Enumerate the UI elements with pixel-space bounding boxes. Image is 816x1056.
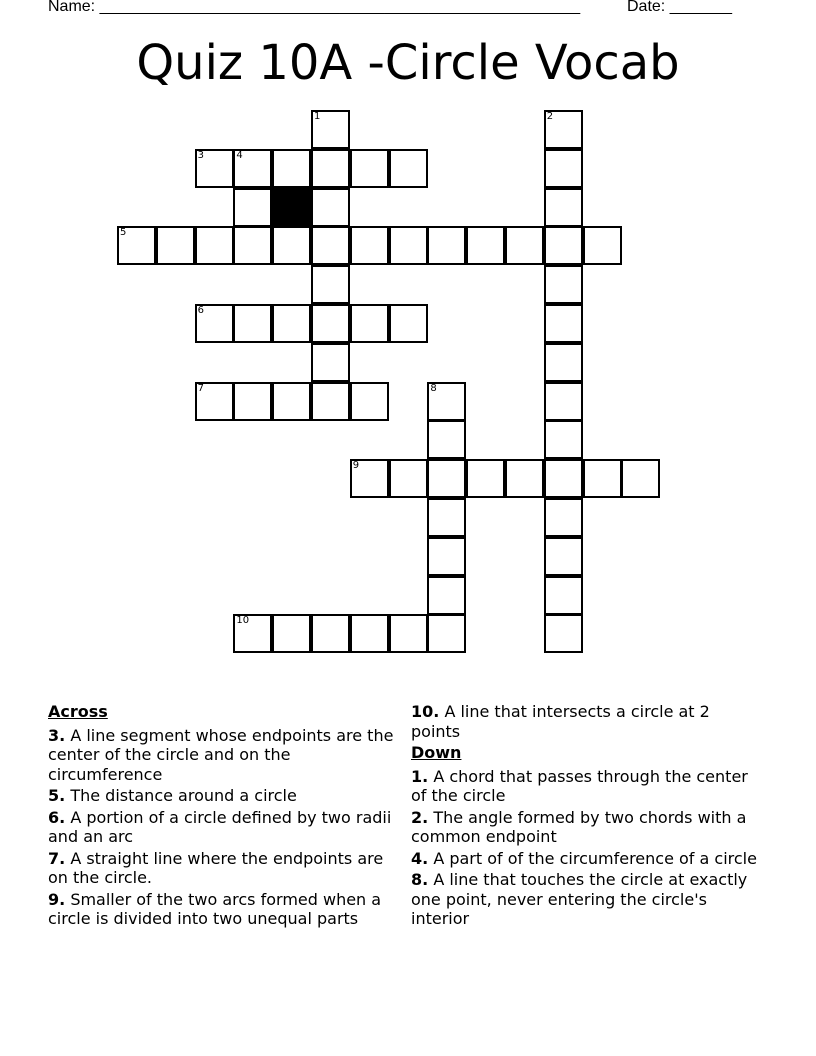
crossword-cell[interactable] xyxy=(233,188,272,227)
clue-number-7: 7 xyxy=(197,382,204,394)
crossword-cell[interactable] xyxy=(311,188,350,227)
across-clue-10: 10. A line that intersects a circle at 2 points xyxy=(411,702,710,741)
crossword-cell[interactable] xyxy=(311,226,350,265)
crossword-black-cell xyxy=(272,188,311,227)
down-clue-4: 4. A part of of the circumference of a circle xyxy=(411,848,757,868)
down-clue-2: 2. The angle formed by two chords with a common endpoint xyxy=(411,807,747,846)
across-clue-3: 3. A line segment whose endpoints are the center of the circle and on the circumference xyxy=(48,725,394,784)
page-title: Quiz 10A -Circle Vocab xyxy=(136,35,680,91)
down-clue-8: 8. A line that touches the circle at exactly one point, never entering the circle's interior xyxy=(411,870,748,928)
crossword-cell[interactable] xyxy=(621,459,660,498)
crossword-cell[interactable] xyxy=(544,459,583,498)
clue-number-4: 4 xyxy=(236,149,243,161)
crossword-cell[interactable] xyxy=(544,188,583,227)
down-clue-1: 1. A chord that passes through the center of the circle xyxy=(411,766,748,805)
crossword-cell[interactable] xyxy=(505,226,544,265)
crossword-cell[interactable] xyxy=(350,382,389,421)
crossword-cell[interactable] xyxy=(466,226,505,265)
across-clue-9: 9. Smaller of the two arcs formed when a circle is divided into two unequal parts xyxy=(48,889,382,928)
date-field: Date: _______ xyxy=(627,0,732,15)
crossword-cell[interactable] xyxy=(311,304,350,343)
crossword-cell[interactable] xyxy=(544,304,583,343)
crossword-cell[interactable] xyxy=(350,304,389,343)
crossword-cell[interactable] xyxy=(195,226,234,265)
crossword-cell[interactable] xyxy=(544,537,583,576)
crossword-cell[interactable] xyxy=(233,304,272,343)
crossword-cell[interactable] xyxy=(544,343,583,382)
crossword-cell[interactable] xyxy=(544,420,583,459)
crossword-cell[interactable] xyxy=(389,226,428,265)
crossword-cell[interactable] xyxy=(427,576,466,615)
clue-number-8: 8 xyxy=(430,382,437,394)
crossword-cell[interactable] xyxy=(389,149,428,188)
crossword-cell[interactable] xyxy=(272,149,311,188)
clue-number-9: 9 xyxy=(352,460,360,472)
name-field: Name: ______________________________________________________ xyxy=(48,0,581,15)
clue-number-5: 5 xyxy=(120,227,127,239)
across-clue-7: 7. A straight line where the endpoints are on the circle. xyxy=(48,848,384,887)
crossword-cell[interactable] xyxy=(427,420,466,459)
clue-number-2: 2 xyxy=(546,111,554,122)
crossword-cell[interactable] xyxy=(350,149,389,188)
crossword-cell[interactable] xyxy=(544,226,583,265)
crossword-cell[interactable] xyxy=(583,459,622,498)
clue-number-6: 6 xyxy=(197,305,204,316)
across-clue-5: 5. The distance around a circle xyxy=(48,786,297,805)
crossword-cell[interactable] xyxy=(583,226,622,265)
clues-right-column xyxy=(411,702,761,931)
crossword-cell[interactable] xyxy=(389,614,428,653)
clue-number-10: 10 xyxy=(236,615,250,627)
clues-left-column xyxy=(48,702,398,931)
crossword-cell[interactable] xyxy=(427,614,466,653)
crossword-cell[interactable] xyxy=(389,304,428,343)
clue-number-3: 3 xyxy=(197,149,204,161)
crossword-cell[interactable] xyxy=(544,576,583,615)
across-clue-6: 6. A portion of a circle defined by two radii and an arc xyxy=(48,807,392,846)
crossword-cell[interactable] xyxy=(272,382,311,421)
crossword-cell[interactable] xyxy=(427,498,466,537)
across-heading: Across xyxy=(48,702,108,721)
crossword-cell[interactable] xyxy=(350,226,389,265)
crossword-cell[interactable] xyxy=(272,614,311,653)
crossword-cell[interactable] xyxy=(272,304,311,343)
crossword-cell[interactable] xyxy=(233,226,272,265)
crossword-cell[interactable] xyxy=(427,537,466,576)
crossword-cell[interactable] xyxy=(544,614,583,653)
crossword-cell[interactable] xyxy=(466,459,505,498)
crossword-cell[interactable] xyxy=(311,614,350,653)
crossword-cell[interactable] xyxy=(544,498,583,537)
crossword-cell[interactable] xyxy=(350,614,389,653)
crossword-cell[interactable] xyxy=(427,226,466,265)
crossword-cell[interactable] xyxy=(544,382,583,421)
crossword-cell[interactable] xyxy=(311,149,350,188)
crossword-cell[interactable] xyxy=(311,382,350,421)
down-heading: Down xyxy=(411,743,462,762)
clue-number-1: 1 xyxy=(314,111,321,122)
crossword-cell[interactable] xyxy=(505,459,544,498)
crossword-cell[interactable] xyxy=(272,226,311,265)
crossword-cell[interactable] xyxy=(233,382,272,421)
crossword-cell[interactable] xyxy=(389,459,428,498)
crossword-cell[interactable] xyxy=(544,149,583,188)
crossword-cell[interactable] xyxy=(311,265,350,304)
crossword-cell[interactable] xyxy=(544,265,583,304)
crossword-cell[interactable] xyxy=(427,459,466,498)
crossword-cell[interactable] xyxy=(156,226,195,265)
crossword-cell[interactable] xyxy=(311,343,350,382)
